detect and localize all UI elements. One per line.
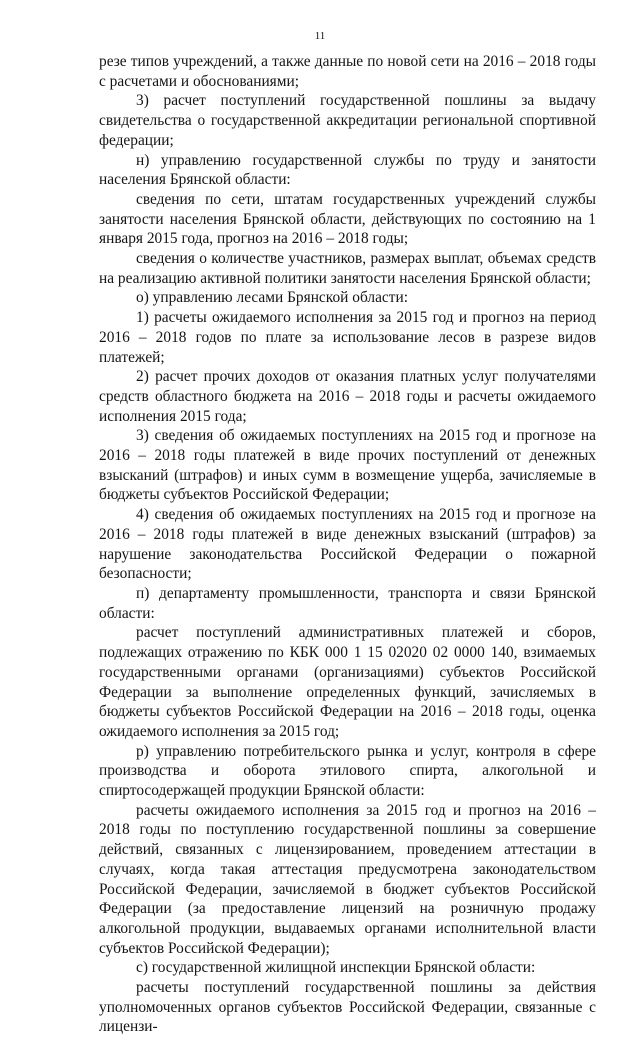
body-text bbox=[99, 52, 596, 1037]
paragraph: расчеты ожидаемого исполнения за 2015 год и прогноз на 2016 – 2018 годы по поступлению государственной пошлины за совершение действий, связанных с лицензированием, проведением аттестации в случаях, когда такая аттестация предусмотрена законодательством Российской Федерации, зачисляемой в бюджет субъектов Российской Федерации (за предоставление лицензий на розничную продажу алкогольной продукции, выдаваемых органами исполнительной власти субъектов Российской Федерации); bbox=[99, 801, 596, 957]
paragraph: сведения по сети, штатам государственных учреждений службы занятости населения Брянской области, действующих по состоянию на 1 января 2015 года, прогноз на 2016 – 2018 годы; bbox=[99, 190, 596, 248]
paragraph: 1) расчеты ожидаемого исполнения за 2015 год и прогноз на период 2016 – 2018 годов по плате за использование лесов в разрезе видов платежей; bbox=[99, 309, 596, 366]
paragraph: резе типов учреждений, а также данные по новой сети на 2016 – 2018 годы с расчетами и обоснованиями; bbox=[99, 53, 596, 90]
paragraph: о) управлению лесами Брянской области: bbox=[136, 289, 408, 307]
paragraph: расчеты поступлений государственной пошлины за действия уполномоченных органов субъектов Российской Федерации, связанные с лицензи- bbox=[99, 979, 596, 1036]
paragraph: 4) сведения об ожидаемых поступлениях на 2015 год и прогнозе на 2016 – 2018 годы платежей в виде денежных взысканий (штрафов) за нарушение законодательства Российской Федерации о пожарной безопасности; bbox=[99, 506, 596, 583]
paragraph: с) государственной жилищной инспекции Брянской области: bbox=[136, 959, 536, 977]
paragraph: п) департаменту промышленности, транспорта и связи Брянской области: bbox=[99, 584, 596, 622]
paragraph: 3) расчет поступлений государственной пошлины за выдачу свидетельства о государственной аккредитации региональной спортивной федерации; bbox=[99, 92, 596, 149]
page-number: 11 bbox=[314, 30, 326, 42]
paragraph: р) управлению потребительского рынка и услуг, контроля в сфере производства и оборота этилового спирта, алкогольной и спиртосодержащей продукции Брянской области: bbox=[99, 742, 596, 800]
paragraph: 3) сведения об ожидаемых поступлениях на 2015 год и прогнозе на 2016 – 2018 годы платежей в виде прочих поступлений от денежных взысканий (штрафов) и иных сумм в возмещение ущерба, зачисляемые в бюджеты субъектов Российской Федерации; bbox=[99, 427, 596, 504]
paragraph: расчет поступлений административных платежей и сборов, подлежащих отражению по КБК 000 1 15 02020 02 0000 140, взимаемых государственными органами (организациями) субъектов Российской Федерации за выполнение определенных функций, зачисляемых в бюджеты субъектов Российской Федерации на 2016 – 2018 годы, оценка ожидаемого исполнения за 2015 год; bbox=[99, 624, 596, 740]
paragraph: сведения о количестве участников, размерах выплат, объемах средств на реализацию активной политики занятости населения Брянской области; bbox=[99, 250, 596, 287]
paragraph: н) управлению государственной службы по труду и занятости населения Брянской области: bbox=[99, 151, 596, 189]
paragraph: 2) расчет прочих доходов от оказания платных услуг получателями средств областного бюджета на 2016 – 2018 годы и расчеты ожидаемого исполнения 2015 года; bbox=[99, 368, 596, 425]
